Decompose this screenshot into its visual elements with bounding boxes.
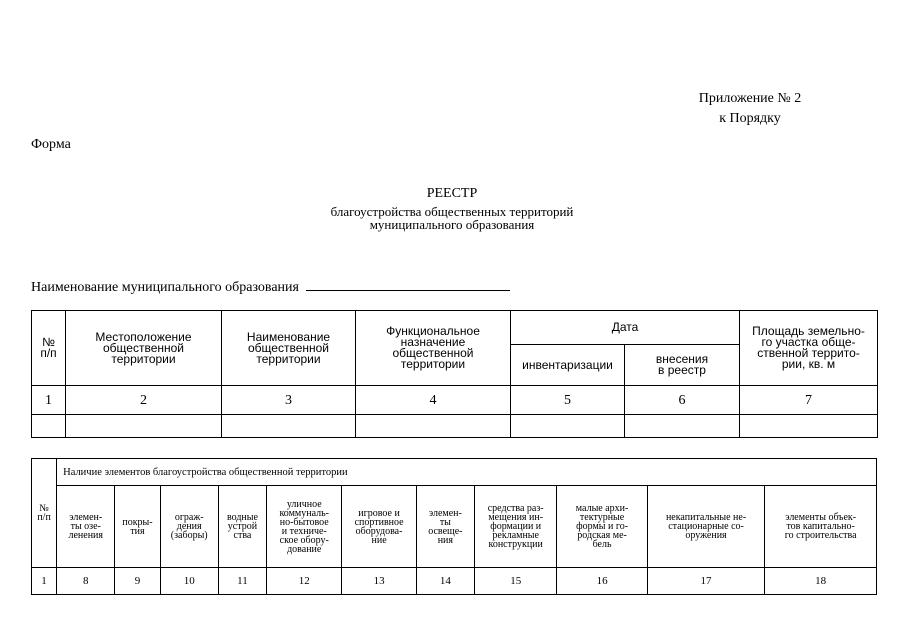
column-number: 17 <box>647 568 765 595</box>
column-number: 14 <box>416 568 474 595</box>
empty-cell[interactable] <box>222 415 356 438</box>
column-number: 12 <box>267 568 342 595</box>
subtitle-line-2: муниципального образования <box>369 217 535 232</box>
header-play-sports-equipment: игровое и спортивное оборудова- ние <box>342 486 416 568</box>
appendix-number: Приложение № 2 <box>698 91 802 106</box>
header-date: Дата <box>511 311 740 345</box>
header-name: Наименование общественной территории <box>222 311 356 386</box>
header-water-features: водные устрой ства <box>218 486 266 568</box>
column-number: 8 <box>57 568 115 595</box>
header-registry-date: внесения в реестр <box>625 345 740 386</box>
header-non-capital-structures: некапитальные не- стационарные со- оружения <box>647 486 765 568</box>
empty-entry-row <box>32 415 878 438</box>
empty-cell[interactable] <box>625 415 740 438</box>
header-row-number: № п/п <box>32 311 66 386</box>
header-surfaces: покры- тия <box>115 486 160 568</box>
subtitle-line-1: благоустройства общественных территорий <box>330 204 574 219</box>
municipality-blank-line[interactable] <box>306 277 510 291</box>
column-number: 13 <box>342 568 416 595</box>
column-number: 6 <box>625 386 740 415</box>
column-number-row <box>32 568 877 595</box>
header-row-number: № п/п <box>32 459 57 568</box>
column-number: 7 <box>740 386 878 415</box>
appendix-subject: к Порядку <box>719 111 781 126</box>
header-elements-group: Наличие элементов благоустройства общественной территории <box>57 459 877 486</box>
column-number: 15 <box>475 568 557 595</box>
header-fences: ограж- дения (заборы) <box>160 486 218 568</box>
column-number: 2 <box>66 386 222 415</box>
header-purpose: Функциональное назначение общественной территории <box>356 311 511 386</box>
registry-table-main <box>31 310 878 438</box>
column-number: 1 <box>32 568 57 595</box>
column-number: 1 <box>32 386 66 415</box>
municipality-field <box>31 277 510 296</box>
column-number: 10 <box>160 568 218 595</box>
empty-cell[interactable] <box>66 415 222 438</box>
column-number-row <box>32 386 878 415</box>
column-number: 16 <box>557 568 647 595</box>
column-number: 9 <box>115 568 160 595</box>
empty-cell[interactable] <box>32 415 66 438</box>
header-area: Площадь земельно- го участка обще- ственной террито- рии, кв. м <box>740 311 878 386</box>
column-number: 4 <box>356 386 511 415</box>
empty-cell[interactable] <box>511 415 625 438</box>
empty-cell[interactable] <box>740 415 878 438</box>
header-greenery: элемен- ты озе- ленения <box>57 486 115 568</box>
document-title: РЕЕСТР <box>426 186 478 201</box>
header-capital-construction: элементы объек- тов капитально- го строительства <box>765 486 877 568</box>
column-number: 5 <box>511 386 625 415</box>
appendix-reference <box>660 89 840 129</box>
form-label: Форма <box>31 137 71 152</box>
header-inventory-date: инвентаризации <box>511 345 625 386</box>
municipality-label: Наименование муниципального образования <box>31 280 299 295</box>
column-number: 11 <box>218 568 266 595</box>
column-number: 3 <box>222 386 356 415</box>
header-utility-equipment: уличное коммуналь- но-бытовое и техниче- ское обору- дование <box>267 486 342 568</box>
empty-cell[interactable] <box>356 415 511 438</box>
header-lighting: элемен- ты освеще- ния <box>416 486 474 568</box>
header-location: Местоположение общественной территории <box>66 311 222 386</box>
registry-table-elements <box>31 458 877 595</box>
document-subtitle <box>252 205 652 231</box>
column-number: 18 <box>765 568 877 595</box>
header-advertising: средства раз- мещения ин- формации и рекламные конструкции <box>475 486 557 568</box>
header-small-architectural-forms: малые архи- тектурные формы и го- родская ме- бель <box>557 486 647 568</box>
